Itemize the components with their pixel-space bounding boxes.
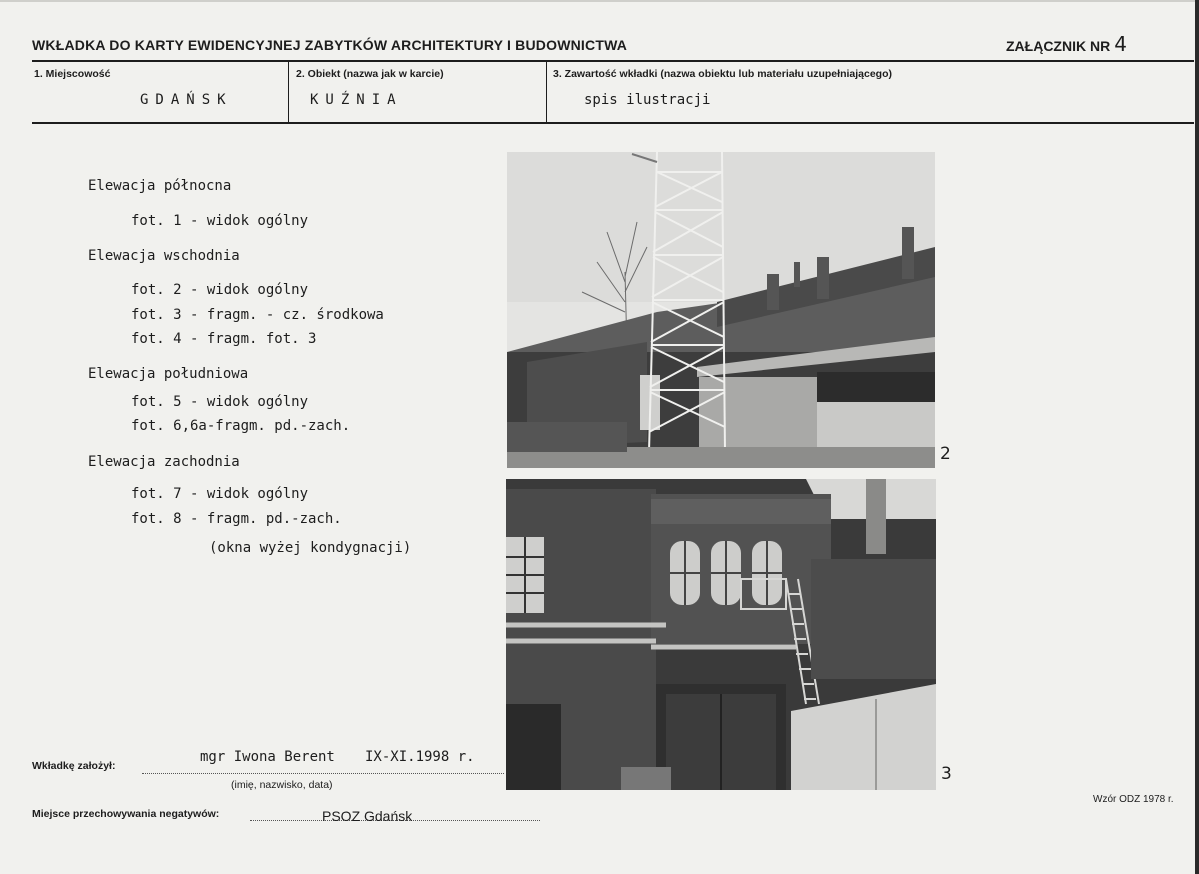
place-label: 1. Miejscowość: [34, 68, 111, 80]
form-id: Wzór ODZ 1978 r.: [1093, 794, 1174, 805]
field-separator: [546, 62, 547, 122]
header-top-rule: [32, 60, 1194, 62]
author-value: mgr Iwona Berent: [200, 749, 335, 765]
annex-label: [1006, 32, 1127, 56]
list-item: fot. 8 - fragm. pd.-zach.: [131, 511, 342, 527]
photo-east-elevation: [507, 152, 935, 468]
author-caption: (imię, nazwisko, data): [231, 779, 333, 791]
content-value: spis ilustracji: [584, 92, 711, 108]
list-item: fot. 7 - widok ogólny: [131, 486, 309, 502]
document-title: WKŁADKA DO KARTY EWIDENCYJNEJ ZABYTKÓW ARCHITEKTURY I BUDOWNICTWA: [32, 37, 628, 53]
list-heading: Elewacja północna: [88, 178, 232, 194]
content-label: 3. Zawartość wkładki (nazwa obiektu lub materiału uzupełniającego): [553, 68, 892, 80]
annex-number: 4: [1114, 32, 1127, 56]
list-item: fot. 4 - fragm. fot. 3: [131, 331, 317, 347]
place-value: GDAŃSK: [140, 92, 233, 108]
header-bottom-rule: [32, 122, 1194, 124]
list-item: fot. 6,6a-fragm. pd.-zach.: [131, 418, 351, 434]
page-right-edge: [1195, 0, 1199, 874]
object-label: 2. Obiekt (nazwa jak w karcie): [296, 68, 444, 80]
list-item: fot. 1 - widok ogólny: [131, 213, 309, 229]
field-separator: [288, 62, 289, 122]
storage-label: Miejsce przechowywania negatywów:: [32, 808, 220, 820]
photo-number: 3: [941, 764, 952, 784]
photo-number: 2: [940, 444, 951, 464]
list-item: (okna wyżej kondygnacji): [209, 540, 412, 556]
storage-value: PSOZ Gdańsk: [322, 808, 413, 824]
author-label: Wkładkę założył:: [32, 760, 116, 772]
object-value: KUŹNIA: [310, 92, 403, 108]
list-heading: Elewacja zachodnia: [88, 454, 240, 470]
author-date: IX-XI.1998 r.: [365, 749, 475, 765]
page-top-edge: [0, 0, 1199, 2]
list-heading: Elewacja południowa: [88, 366, 249, 382]
list-item: fot. 2 - widok ogólny: [131, 282, 309, 298]
list-item: fot. 5 - widok ogólny: [131, 394, 309, 410]
photo-brick-facade: [506, 479, 936, 790]
author-dotted-line: [142, 773, 504, 774]
photo-east-elevation-drawing: [507, 152, 935, 468]
list-heading: Elewacja wschodnia: [88, 248, 240, 264]
list-item: fot. 3 - fragm. - cz. środkowa: [131, 307, 384, 323]
photo-brick-facade-drawing: [506, 479, 936, 790]
annex-label-text: ZAŁĄCZNIK NR: [1006, 38, 1111, 54]
